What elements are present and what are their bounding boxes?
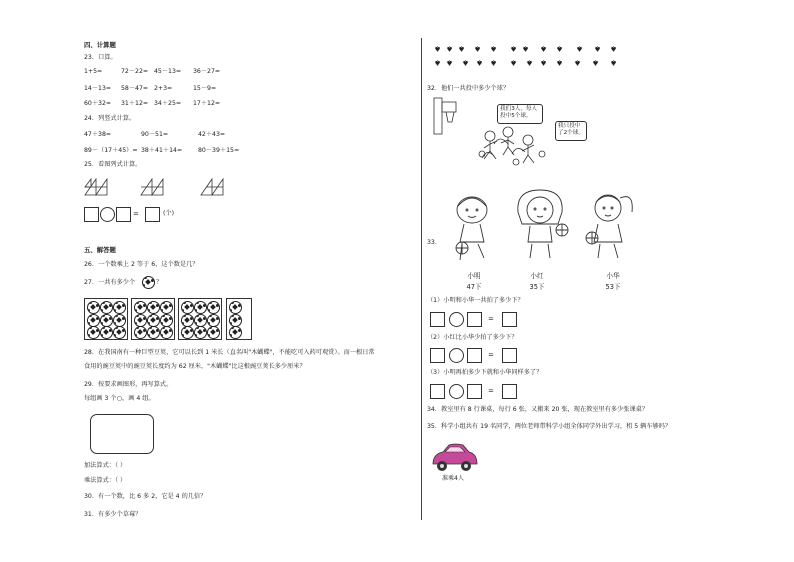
answer-box[interactable] <box>116 207 131 222</box>
add-formula: 加法算式：（ ） <box>84 462 127 469</box>
operator-circle[interactable] <box>449 384 464 399</box>
q27-text: 27．一共有多少个 <box>84 279 136 286</box>
strawberry-icon: ♠ <box>490 44 498 53</box>
car-caption: 准乘4人 <box>442 475 464 482</box>
q32-text: 32．他们一共投中多少个球？ <box>427 85 510 92</box>
operator-circle[interactable] <box>100 207 115 222</box>
answer-box[interactable] <box>467 348 482 363</box>
oral-cell: 2+3= <box>154 85 173 92</box>
triangle-group-icon <box>84 178 108 196</box>
speech-bubble <box>555 121 587 141</box>
oral-cell: 14－13= <box>84 85 112 92</box>
column-divider <box>421 38 422 520</box>
kid-name: 小明 <box>467 272 481 280</box>
strawberry-icon: ♠ <box>592 58 600 67</box>
q26-text: 26．一个数乘上 2 等于 6，这个数是几？ <box>84 261 199 268</box>
girl-dribbling-icon <box>510 184 570 264</box>
strawberry-icon: ♠ <box>526 58 534 67</box>
strawberry-icon: ♠ <box>510 58 518 67</box>
unit-label: (个) <box>163 210 175 217</box>
strawberry-icon: ♠ <box>476 58 484 67</box>
strawberry-icon: ♠ <box>510 44 518 53</box>
q28-line1: 28．在我国南有一种巨型豆荚，它可以长到 1 米长（直名叫"木蝴蝶"，不能吃可入药可观赏）。而一根日常 <box>84 349 375 356</box>
strawberry-icon: ♠ <box>540 44 548 53</box>
strawberry-icon: ♠ <box>458 44 466 53</box>
q33-sub2: （2）小红比小华少拍了多少下？ <box>427 334 518 341</box>
girl-ponytail-icon <box>580 186 640 266</box>
answer-box[interactable] <box>502 348 517 363</box>
speech-bubble <box>497 104 543 124</box>
q23-title: 23．口算。 <box>84 54 117 61</box>
strawberry-icon: ♠ <box>574 58 582 67</box>
ball-card <box>226 298 252 340</box>
vertical-cell: 38＋41＋14= <box>141 147 183 154</box>
answer-box[interactable] <box>467 312 482 327</box>
speech-bubble-text: 我们3人，每人投中5个球。 <box>500 106 538 119</box>
oral-cell: 58－47= <box>121 85 149 92</box>
answer-box[interactable] <box>502 384 517 399</box>
strawberry-icon: ♠ <box>594 44 602 53</box>
operator-circle[interactable] <box>449 312 464 327</box>
oral-cell: 72－22= <box>121 68 149 75</box>
answer-box[interactable] <box>430 348 445 363</box>
kid-name: 小华 <box>606 272 620 280</box>
vertical-cell: 47＋38= <box>84 131 112 138</box>
oral-cell: 17＋12= <box>193 100 221 107</box>
q33-sub1: （1）小明和小华一共拍了多少下？ <box>427 297 524 304</box>
strawberry-icon: ♠ <box>446 44 454 53</box>
ball-card <box>131 298 175 340</box>
strawberry-icon: ♠ <box>610 44 618 53</box>
q31-text: 31．有多少个草莓？ <box>84 511 142 518</box>
kid-name: 小红 <box>530 272 544 280</box>
strawberry-icon: ♠ <box>556 44 564 53</box>
q33-sub3: （3）小明再拍多少下就和小华同样多了？ <box>427 369 543 376</box>
q35-text: 35．科学小组共有 19 名同学，两位老师带科学小组全体同学外出学习，租 5 辆车够吗？ <box>427 423 672 430</box>
oral-cell: 31＋12= <box>121 100 149 107</box>
strawberry-icon: ♠ <box>540 58 548 67</box>
triangle-group-icon <box>200 178 224 196</box>
oral-cell: 1+5= <box>84 68 103 75</box>
q30-text: 30．有一个数，比 6 多 2，它是 4 的几倍？ <box>84 493 207 500</box>
strawberry-icon: ♠ <box>576 44 584 53</box>
strawberry-icon: ♠ <box>474 44 482 53</box>
vertical-cell: 42＋43= <box>198 131 226 138</box>
q34-text: 34．教室里有 8 行课桌，每行 6 张，又搬来 20 张，现在教室里有多少张课桌？ <box>427 406 649 413</box>
oral-cell: 60＋32= <box>84 100 112 107</box>
q29-sub: 每组画 3 个○，画 4 组。 <box>84 395 155 402</box>
oral-cell: 36－27= <box>193 68 221 75</box>
kid-count: 47下 <box>466 283 482 291</box>
strawberry-icon: ♠ <box>446 58 454 67</box>
strawberry-icon: ♠ <box>522 44 530 53</box>
equals-sign: = <box>488 351 494 359</box>
car-icon <box>429 442 479 474</box>
q33-num: 33． <box>427 239 442 246</box>
answer-box[interactable] <box>430 312 445 327</box>
answer-box[interactable] <box>145 207 160 222</box>
kid-count: 35下 <box>529 283 545 291</box>
ball-card <box>178 298 222 340</box>
equals-sign: = <box>488 387 494 395</box>
q28-line2: 食用的豌豆荚中的豌豆荚长度约为 62 厘米，"木蝴蝶"比这根豌豆荚长多少厘米？ <box>84 363 306 370</box>
vertical-cell: 80－39＋15= <box>198 147 240 154</box>
speech-bubble-text: 我只投中了2个球。 <box>558 123 584 136</box>
operator-circle[interactable] <box>449 348 464 363</box>
mul-formula: 乘法算式：（ ） <box>84 477 127 484</box>
strawberry-icon: ♠ <box>556 58 564 67</box>
kid-count: 53下 <box>605 283 621 291</box>
triangle-group-icon <box>140 178 164 196</box>
strawberry-icon: ♠ <box>610 58 618 67</box>
q24-title: 24．列竖式计算。 <box>84 115 136 122</box>
answer-box[interactable] <box>430 384 445 399</box>
answer-box[interactable] <box>84 207 99 222</box>
strawberry-icon: ♠ <box>490 58 498 67</box>
q25-title: 25．看图列式计算。 <box>84 161 142 168</box>
q29-text: 29．按要求画图形，再写算式。 <box>84 381 173 388</box>
strawberry-icon: ♠ <box>434 44 442 53</box>
soccer-ball-icon <box>142 276 155 289</box>
oral-cell: 34＋25= <box>154 100 182 107</box>
q27-end: ？ <box>156 279 163 286</box>
boy-dribbling-icon <box>448 188 508 268</box>
vertical-cell: 90－51= <box>141 131 169 138</box>
vertical-cell: 89－（17＋45）= <box>84 147 138 154</box>
oral-cell: 15－9= <box>193 85 217 92</box>
section5-title: 五、解答题 <box>84 246 116 254</box>
ball-card <box>84 298 128 340</box>
equals-sign: = <box>133 210 139 218</box>
answer-box[interactable] <box>502 312 517 327</box>
answer-box[interactable] <box>467 384 482 399</box>
strawberry-icon: ♠ <box>434 58 442 67</box>
drawing-area[interactable] <box>90 414 154 454</box>
strawberry-icon: ♠ <box>462 58 470 67</box>
equals-sign: = <box>488 315 494 323</box>
oral-cell: 45－13= <box>154 68 182 75</box>
section4-title: 四、计算题 <box>84 41 116 49</box>
